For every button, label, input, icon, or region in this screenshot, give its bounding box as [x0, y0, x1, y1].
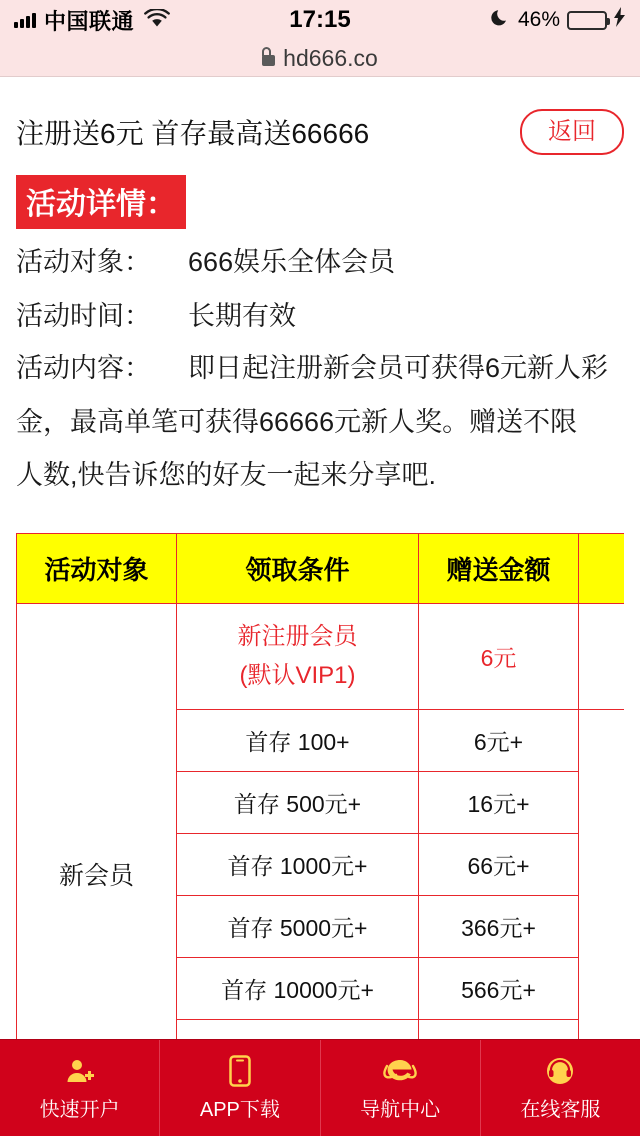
detail-row-time — [16, 297, 624, 336]
table-cell-amount: 366元+ — [419, 895, 579, 957]
moon-icon — [491, 7, 511, 33]
detail-value-target: 666娱乐全体会员 — [188, 247, 396, 278]
condition-line-1: 新注册会员 — [237, 623, 358, 651]
detail-content-line-2: 金，最高单笔可获得66666元新人奖。赠送不限 — [16, 406, 578, 437]
table-cell-wager — [579, 709, 625, 1040]
promo-header — [16, 77, 624, 155]
lock-icon — [262, 55, 275, 66]
detail-value-time: 长期有效 — [188, 300, 297, 331]
table-cell-member: 新会员 — [17, 604, 177, 1040]
user-add-icon — [65, 1055, 95, 1087]
wifi-icon — [144, 7, 170, 34]
table-header-cell: 活动对象 — [17, 534, 177, 604]
bottom-nav — [0, 1039, 640, 1136]
nav-label: 快速开户 — [39, 1098, 120, 1121]
signal-bars-icon — [14, 12, 36, 28]
table-header-cell: 赠送金额 — [419, 534, 579, 604]
table-header-cell: 领取条件 — [177, 534, 419, 604]
detail-row-target — [16, 243, 624, 282]
nav-item-register[interactable] — [0, 1040, 160, 1136]
condition-line-2: (默认VIP1) — [239, 661, 356, 689]
page-title: 注册送6元 首存最高送66666 — [16, 118, 370, 150]
table-cell-amount: 566元+ — [419, 957, 579, 1019]
table-cell-amount: 66元+ — [419, 833, 579, 895]
table-cell-condition: 首存 100+ — [177, 709, 419, 771]
detail-content-line-3: 人数,快告诉您的好友一起来分享吧. — [16, 460, 437, 491]
table-header-cell — [579, 534, 625, 604]
table-header-row — [17, 534, 625, 604]
status-bar-right — [491, 7, 626, 33]
table-cell-condition: 首存 10000元+ — [177, 957, 419, 1019]
battery-icon — [567, 11, 607, 30]
battery-percent-label: 46% — [517, 8, 560, 31]
table-row — [17, 604, 625, 710]
table-cell-condition: 首存 500元+ — [177, 771, 419, 833]
table-cell-condition — [177, 604, 419, 710]
promo-table — [16, 533, 624, 1040]
detail-label-target: 活动对象： — [16, 247, 151, 278]
carrier-label: 中国联通 — [44, 8, 135, 34]
back-button[interactable]: 返回 — [520, 109, 624, 155]
headset-support-icon — [544, 1055, 576, 1087]
section-heading: 活动详情： — [16, 175, 186, 229]
detail-label-content: 活动内容： — [16, 352, 151, 383]
table-cell-condition: 首存 5000元+ — [177, 895, 419, 957]
status-bar-left — [14, 5, 170, 36]
status-bar — [0, 0, 640, 40]
table-cell-wager — [579, 604, 625, 710]
nav-label: APP下载 — [199, 1098, 280, 1121]
table-cell-amount — [419, 1019, 579, 1040]
table-cell-amount: 16元+ — [419, 771, 579, 833]
status-bar-clock: 17:15 — [289, 6, 351, 33]
promo-table-wrapper — [16, 533, 624, 1040]
lightning-bolt-icon — [614, 7, 626, 33]
detail-content-text-1: 即日起注册新会员可获得6元新人彩 — [188, 352, 609, 383]
page-content — [0, 77, 640, 1040]
browser-url-bar[interactable] — [0, 40, 640, 77]
internet-explorer-icon — [383, 1055, 417, 1087]
table-cell-amount: 6元+ — [419, 709, 579, 771]
nav-label: 在线客服 — [520, 1098, 601, 1121]
nav-item-app-download[interactable] — [160, 1040, 320, 1136]
nav-item-navigation[interactable] — [321, 1040, 481, 1136]
url-text[interactable]: hd666.co — [283, 44, 378, 71]
table-cell-condition — [177, 1019, 419, 1040]
table-cell-amount: 6元 — [419, 604, 579, 710]
detail-content-line-1 — [16, 348, 624, 390]
nav-item-customer-service[interactable] — [481, 1040, 640, 1136]
detail-label-time: 活动时间： — [16, 300, 151, 331]
nav-label: 导航中心 — [360, 1098, 441, 1121]
mobile-phone-icon — [229, 1055, 251, 1087]
table-cell-condition: 首存 1000元+ — [177, 833, 419, 895]
